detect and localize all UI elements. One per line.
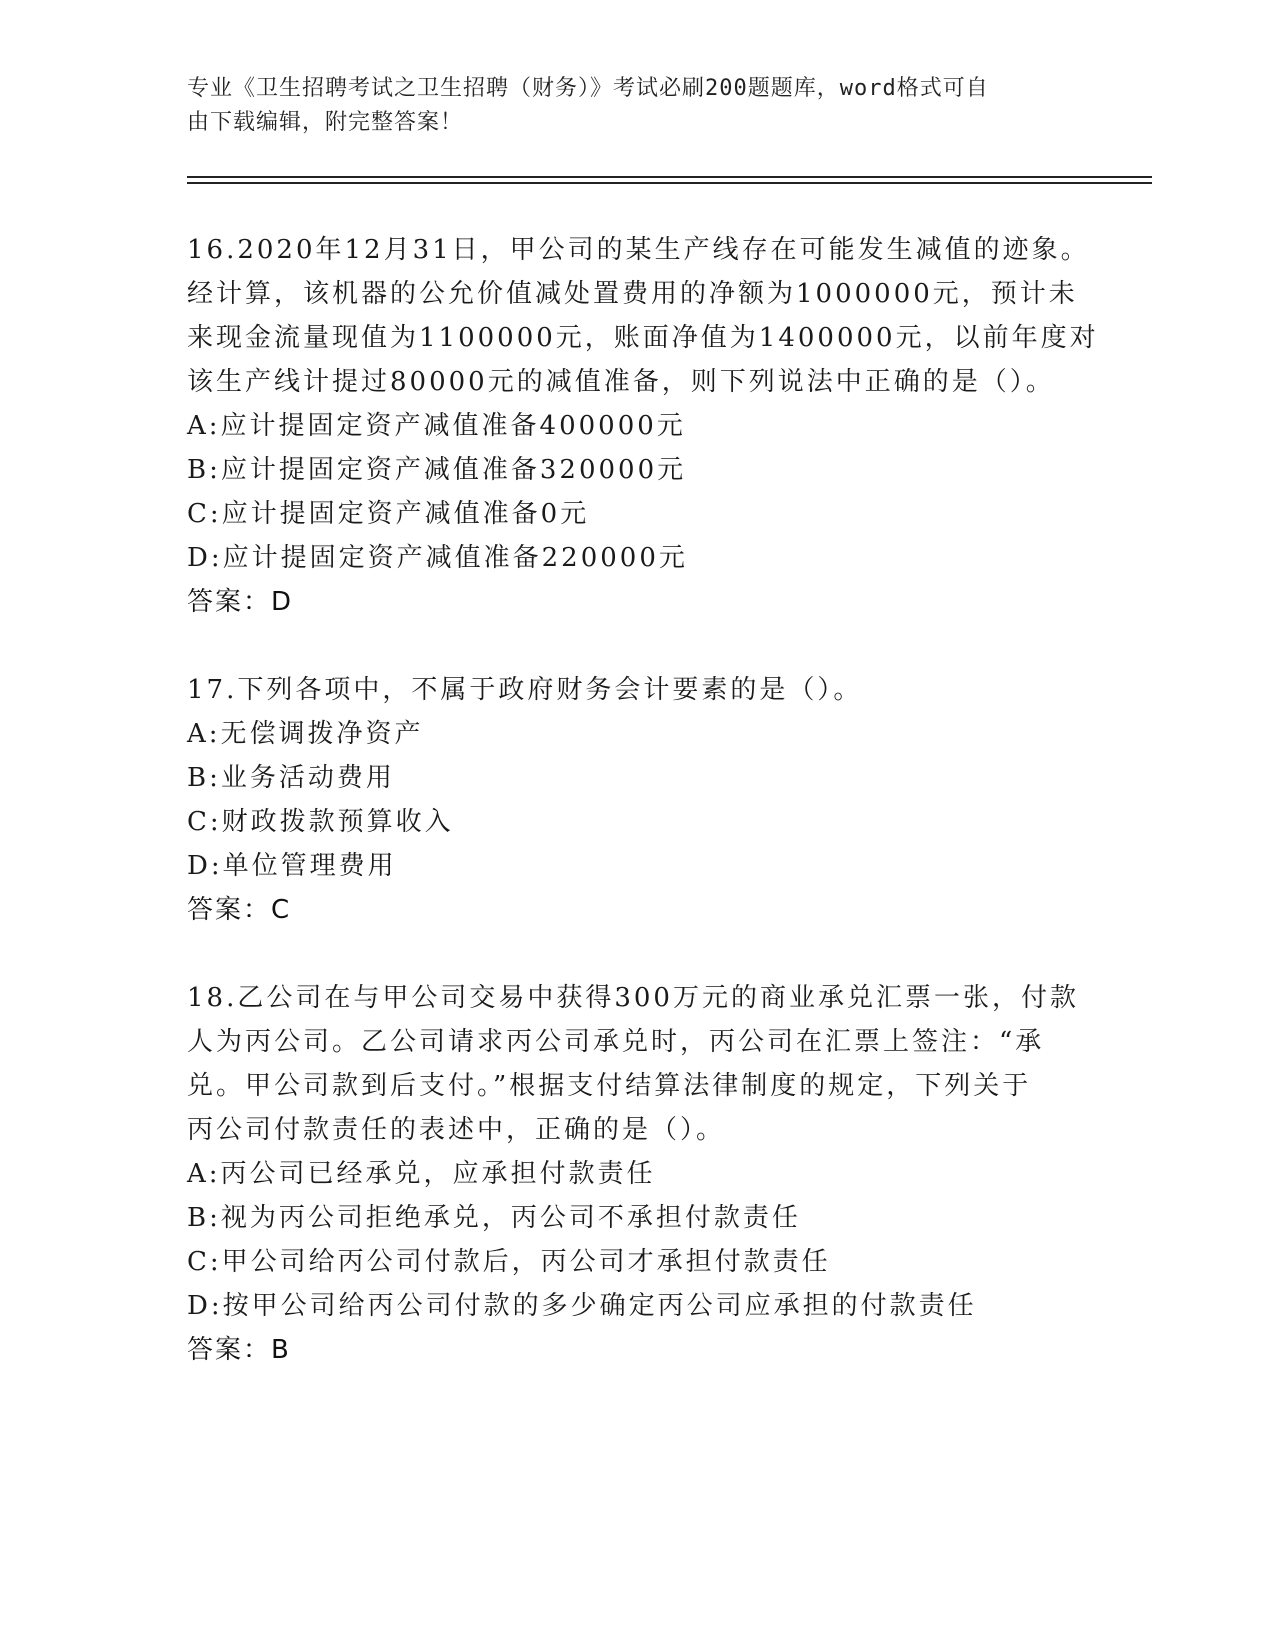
answer: 答案：B bbox=[187, 1335, 291, 1365]
question-stem-line: 18.乙公司在与甲公司交易中获得300万元的商业承兑汇票一张，付款 bbox=[187, 983, 1079, 1013]
option-b: B:应计提固定资产减值准备320000元 bbox=[187, 455, 687, 485]
option-b: B:视为丙公司拒绝承兑，丙公司不承担付款责任 bbox=[187, 1203, 801, 1233]
answer: 答案：C bbox=[187, 895, 292, 925]
option-d: D:单位管理费用 bbox=[187, 851, 397, 881]
header-line: 由下载编辑，附完整答案！ bbox=[187, 110, 464, 135]
option-c: C:财政拨款预算收入 bbox=[187, 807, 454, 837]
option-c: C:应计提固定资产减值准备0元 bbox=[187, 499, 590, 529]
option-d: D:按甲公司给丙公司付款的多少确定丙公司应承担的付款责任 bbox=[187, 1291, 977, 1321]
option-a: A:无偿调拨净资产 bbox=[187, 719, 424, 749]
header-divider bbox=[187, 176, 1152, 178]
question-stem-line: 来现金流量现值为1100000元，账面净值为1400000元，以前年度对 bbox=[187, 323, 1099, 353]
answer: 答案：D bbox=[187, 587, 294, 617]
question-stem-line: 经计算，该机器的公允价值减处置费用的净额为1000000元，预计未 bbox=[187, 279, 1078, 309]
question-stem-line: 16.2020年12月31日，甲公司的某生产线存在可能发生减值的迹象。 bbox=[187, 235, 1090, 265]
option-b: B:业务活动费用 bbox=[187, 763, 395, 793]
option-d: D:应计提固定资产减值准备220000元 bbox=[187, 543, 688, 573]
question-stem-line: 丙公司付款责任的表述中，正确的是（）。 bbox=[187, 1115, 726, 1145]
header-line: 专业《卫生招聘考试之卫生招聘（财务）》考试必刷200题题库，word格式可自 bbox=[187, 76, 989, 101]
option-a: A:丙公司已经承兑，应承担付款责任 bbox=[187, 1159, 656, 1189]
question-stem-line: 该生产线计提过80000元的减值准备，则下列说法中正确的是（）。 bbox=[187, 367, 1055, 397]
header-divider bbox=[187, 182, 1152, 184]
question-stem-line: 17.下列各项中，不属于政府财务会计要素的是（）。 bbox=[187, 675, 863, 705]
question-stem-line: 人为丙公司。乙公司请求丙公司承兑时，丙公司在汇票上签注：“承 bbox=[187, 1027, 1045, 1057]
option-a: A:应计提固定资产减值准备400000元 bbox=[187, 411, 686, 441]
option-c: C:甲公司给丙公司付款后，丙公司才承担付款责任 bbox=[187, 1247, 831, 1277]
question-stem-line: 兑。甲公司款到后支付。”根据支付结算法律制度的规定，下列关于 bbox=[187, 1071, 1032, 1101]
